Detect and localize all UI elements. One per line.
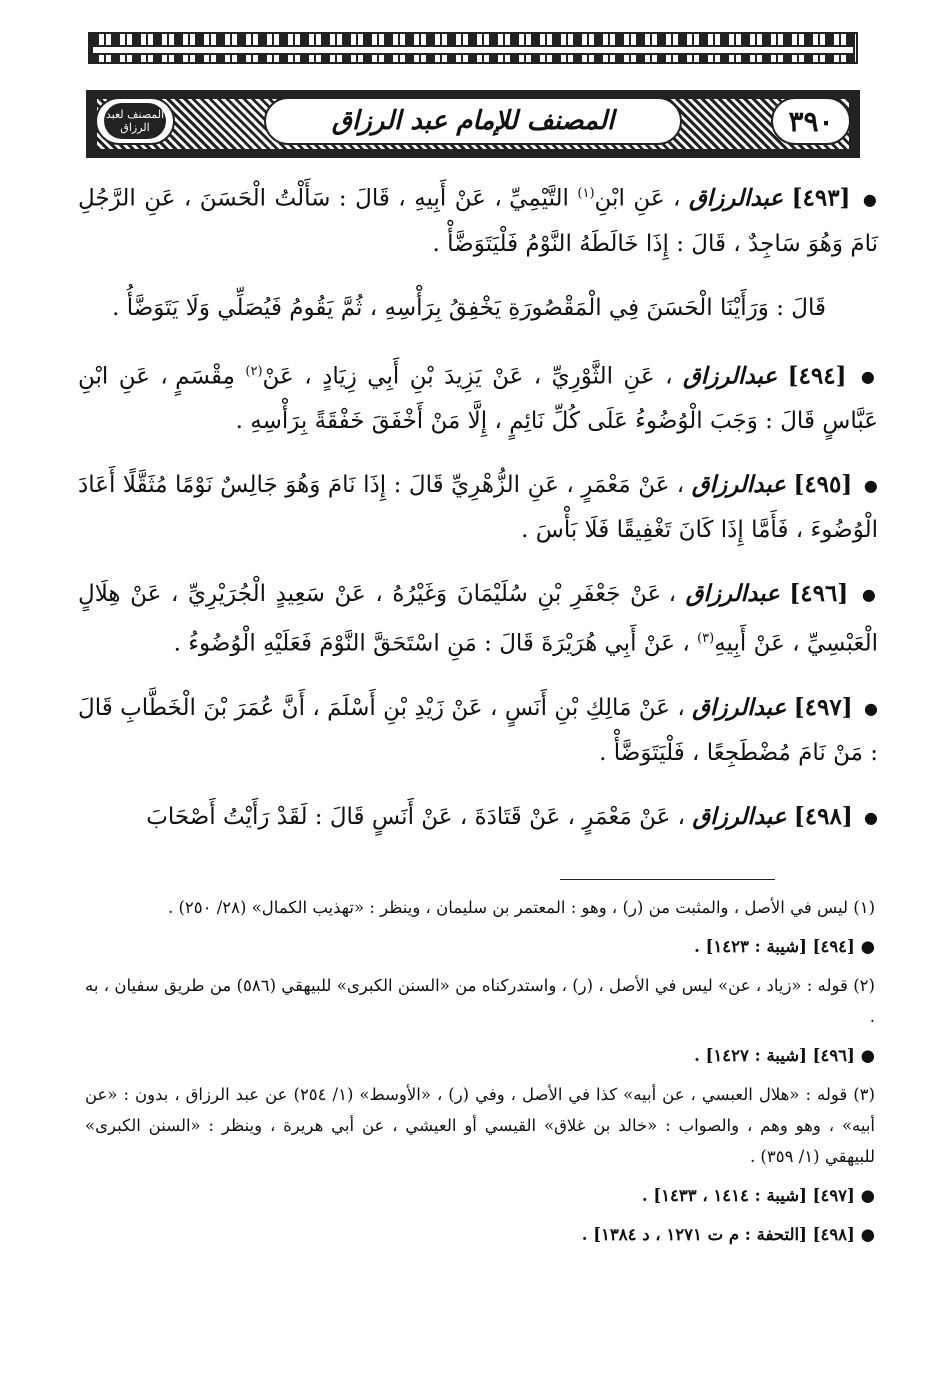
page-header [86, 90, 860, 158]
footnote-ref: (٢) [245, 363, 263, 379]
hadith-494 [78, 350, 878, 444]
hadith-text: ، عَنْ مَعْمَرٍ ، عَنِ الزُّهْرِيِّ قَالَ : إِذَا نَامَ وَهُوَ جَالِسٌ نَوْمًا مُثَقَّلًا أَعَادَ الْوُضُوءَ ، فَأَمَّا إِذَا كَانَ تَغْفِيقًا فَلَا بَأْسَ . [78, 472, 878, 544]
hadith-author: عبدالرزاق [682, 362, 778, 390]
hadith-author: عبدالرزاق [692, 693, 787, 721]
hadith-author: عبدالرزاق [691, 471, 786, 499]
source-note-497: ● [٤٩٧] [شيبة : ١٤١٤ ، ١٤٣٣] . [641, 1186, 875, 1205]
page-number: ٣٩٠ [788, 104, 834, 138]
bullet-icon: ● [863, 476, 878, 496]
footnotes [85, 892, 875, 1258]
hadith-number: [٤٩٧] [793, 693, 853, 721]
source-note-498: ● [٤٩٨] [التحفة : م ت ١٢٧١ ، د ١٣٨٤] . [581, 1225, 875, 1244]
hadith-text: مِقْسَمٍ ، عَنِ ابْنِ عَبَّاسٍ قَالَ : وَجَبَ الْوُضُوءُ عَلَى كُلِّ نَائِمٍ ، إِلَّا مَنْ أَخْفَقَ خَفْقَةً بِرَأْسِهِ . [78, 363, 878, 435]
footnote-ref: (١) [577, 186, 595, 201]
bullet-icon: ● [863, 698, 879, 718]
top-ornament-band [88, 32, 858, 64]
footnote-divider [560, 879, 775, 880]
footnote-2: (٢) قوله : «زياد ، عن» ليس في الأصل ، (ر) ، واستدركناه من «السنن الكبرى» للبيهقي (٥٨٦) من طريق سفيان ، به . [85, 976, 875, 1026]
hadith-text: ، عَنْ أَبِي هُرَيْرَةَ قَالَ : مَنِ اسْتَحَقَّ النَّوْمَ فَعَلَيْهِ الْوُضُوءُ . [173, 630, 690, 657]
source-note-494: ● [٤٩٤] [شيبة : ١٤٢٣] . [694, 937, 875, 956]
hadith-493-continuation [78, 286, 878, 330]
hadith-text: التَّيْمِيِّ ، عَنْ أَبِيهِ ، قَالَ : سَأَلْتُ الْحَسَنَ ، عَنِ الرَّجُلِ نَامَ وَهُوَ سَاجِدٌ ، قَالَ : إِذَا خَالَطَهُ النَّوْمُ فَلْيَتَوَضَّأْ . [78, 185, 878, 257]
hadith-number: [٤٩٥] [793, 471, 853, 499]
hadith-496 [78, 572, 878, 666]
bullet-icon: ● [860, 367, 879, 387]
hadith-498 [78, 795, 878, 840]
hadith-author: عبدالرزاق [685, 580, 780, 608]
bullet-icon: ● [862, 189, 879, 209]
main-text [78, 172, 878, 860]
hadith-text: ، عَنِ ابْنِ [594, 185, 681, 212]
hadith-number: [٤٩٨] [793, 802, 853, 830]
hadith-text: ، عَنْ مَالِكِ بْنِ أَنَسٍ ، عَنْ زَيْدِ بْنِ أَسْلَمَ ، أَنَّ عُمَرَ بْنَ الْخَطَّابِ قَالَ : مَنْ نَامَ مُضْطَجِعًا ، فَلْيَتَوَضَّأْ . [78, 694, 878, 766]
footnote-1: (١) ليس في الأصل ، والمثبت من (ر) ، وهو : المعتمر بن سليمان ، وينظر : «تهذيب الكمال» (٢٨/ ٢٥٠) . [167, 898, 875, 917]
running-title-box [264, 97, 682, 145]
hadith-author: عبدالرزاق [692, 802, 787, 830]
bullet-icon: ● [861, 585, 879, 605]
book-emblem [95, 97, 175, 145]
running-title: المصنف للإمام عبد الرزاق [331, 106, 615, 136]
hadith-497 [78, 686, 878, 775]
hadith-493 [78, 172, 878, 266]
hadith-495 [78, 463, 878, 552]
footnote-3: (٣) قوله : «هلال العبسي ، عن أبيه» كذا في الأصل ، وفي (ر) ، «الأوسط» (١/ ٢٥٤) عن عبد الرزاق ، بدون : «عن أبيه» ، وهو وهم ، والصواب : «خالد بن غلاق» القيسي أو العيشي ، عن أبي هريرة ، وينظر : «السنن الكبرى» للبيهقي (١/ ٣٥٩) . [85, 1085, 875, 1166]
source-note-496: ● [٤٩٦] [شيبة : ١٤٢٧] . [694, 1046, 875, 1065]
footnote-ref: (٣) [697, 631, 715, 647]
hadith-text: ، عَنْ مَعْمَرٍ ، عَنْ قَتَادَةَ ، عَنْ أَنَسٍ قَالَ : لَقَدْ رَأَيْتُ أَصْحَابَ [146, 803, 686, 830]
hadith-text: قَالَ : وَرَأَيْنَا الْحَسَنَ فِي الْمَقْصُورَةِ يَخْفِقُ بِرَأْسِهِ ، ثُمَّ يَقُومُ فَيُصَلِّي وَلَا يَتَوَضَّأُ . [112, 294, 826, 321]
book-emblem-text: المصنف لعبد الرزاق [104, 103, 166, 139]
hadith-number: [٤٩٤] [787, 362, 847, 390]
bullet-icon: ● [864, 807, 878, 827]
hadith-text: ، عَنِ الثَّوْرِيِّ ، عَنْ يَزِيدَ بْنِ أَبِي زِيَادٍ ، عَنْ [262, 363, 673, 390]
page-number-box [771, 97, 851, 145]
hadith-author: عبدالرزاق [688, 184, 784, 212]
hadith-number: [٤٩٦] [789, 580, 849, 608]
hadith-text: ، عَنْ جَعْفَرِ بْنِ سُلَيْمَانَ وَغَيْرُهُ ، عَنْ سَعِيدٍ الْجُرَيْرِيِّ ، عَنْ هِلَالٍ الْعَبْسِيِّ ، عَنْ أَبِيهِ [78, 581, 878, 657]
hadith-number: [٤٩٣] [791, 184, 851, 212]
